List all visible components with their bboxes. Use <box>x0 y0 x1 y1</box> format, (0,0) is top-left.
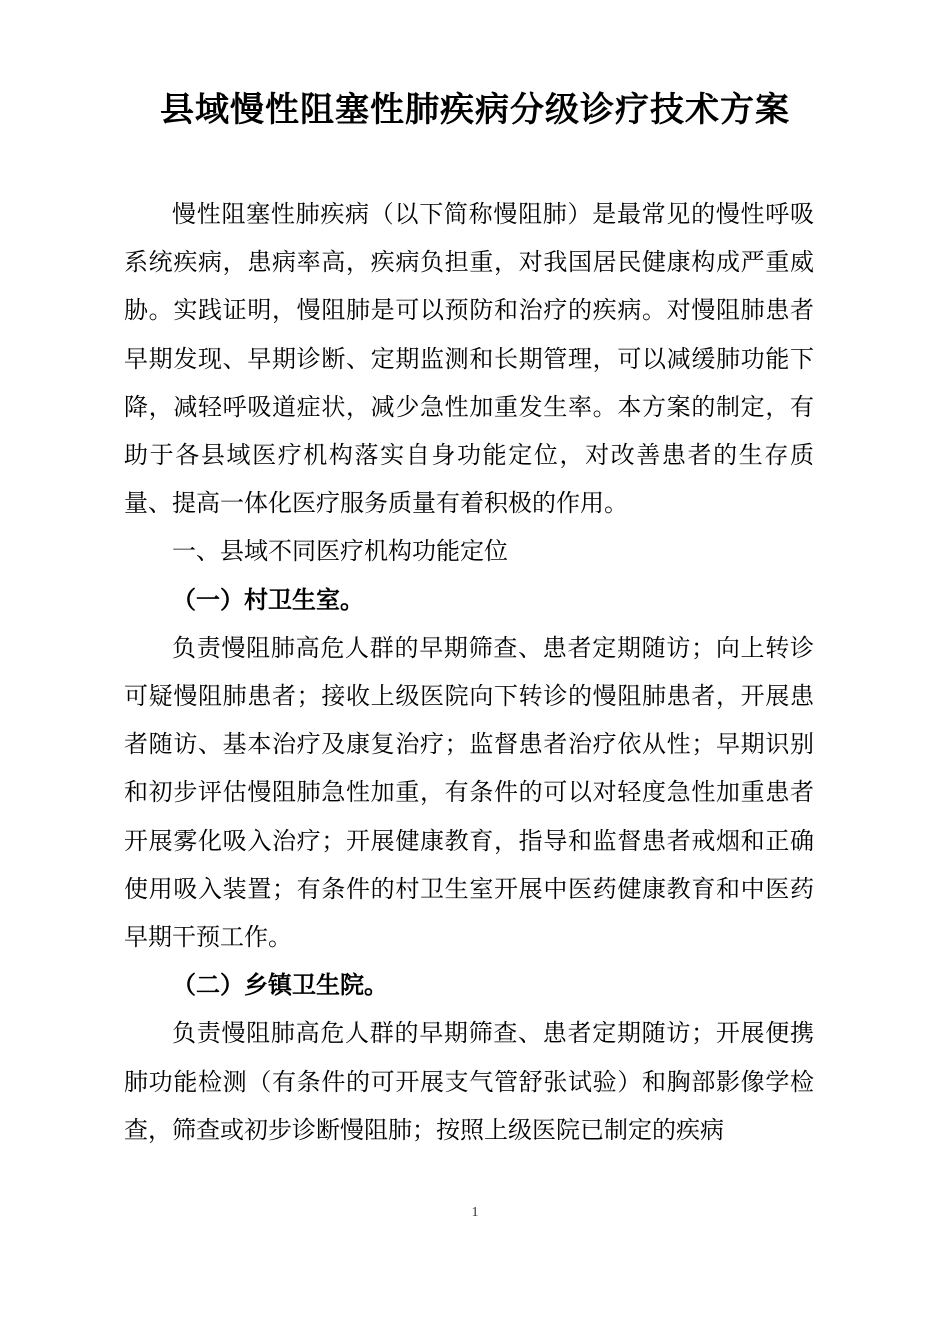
village-clinic-paragraph: 负责慢阻肺高危人群的早期筛查、患者定期随访；向上转诊可疑慢阻肺患者；接收上级医院向下转诊的慢阻肺患者，开展患者随访、基本治疗及康复治疗；监督患者治疗依从性；早期识别和初步评估慢阻肺急性加重，有条件的可以对轻度急性加重患者开展雾化吸入治疗；开展健康教育，指导和监督患者戒烟和正确使用吸入装置；有条件的村卫生室开展中医药健康教育和中医药早期干预工作。 <box>124 633 814 952</box>
intro-paragraph: 慢性阻塞性肺疾病（以下简称慢阻肺）是最常见的慢性呼吸系统疾病，患病率高，疾病负担重，对我国居民健康构成严重威胁。实践证明，慢阻肺是可以预防和治疗的疾病。对慢阻肺患者早期发现、早期诊断、定期监测和长期管理，可以减缓肺功能下降，减轻呼吸道症状，减少急性加重发生率。本方案的制定，有助于各县域医疗机构落实自身功能定位，对改善患者的生存质量、提高一体化医疗服务质量有着积极的作用。 <box>124 200 814 518</box>
document-title: 县域慢性阻塞性肺疾病分级诊疗技术方案 <box>160 90 790 130</box>
subsection-heading-township-hospital: （二）乡镇卫生院。 <box>172 971 388 1000</box>
page-number: 1 <box>471 1205 479 1220</box>
section-heading-1: 一、县域不同医疗机构功能定位 <box>172 537 508 566</box>
township-hospital-paragraph: 负责慢阻肺高危人群的早期筛查、患者定期随访；开展便携肺功能检测（有条件的可开展支气管舒张试验）和胸部影像学检查，筛查或初步诊断慢阻肺；按照上级医院已制定的疾病 <box>124 1019 814 1144</box>
subsection-heading-village-clinic: （一）村卫生室。 <box>172 585 364 614</box>
document-body <box>124 190 814 1154</box>
